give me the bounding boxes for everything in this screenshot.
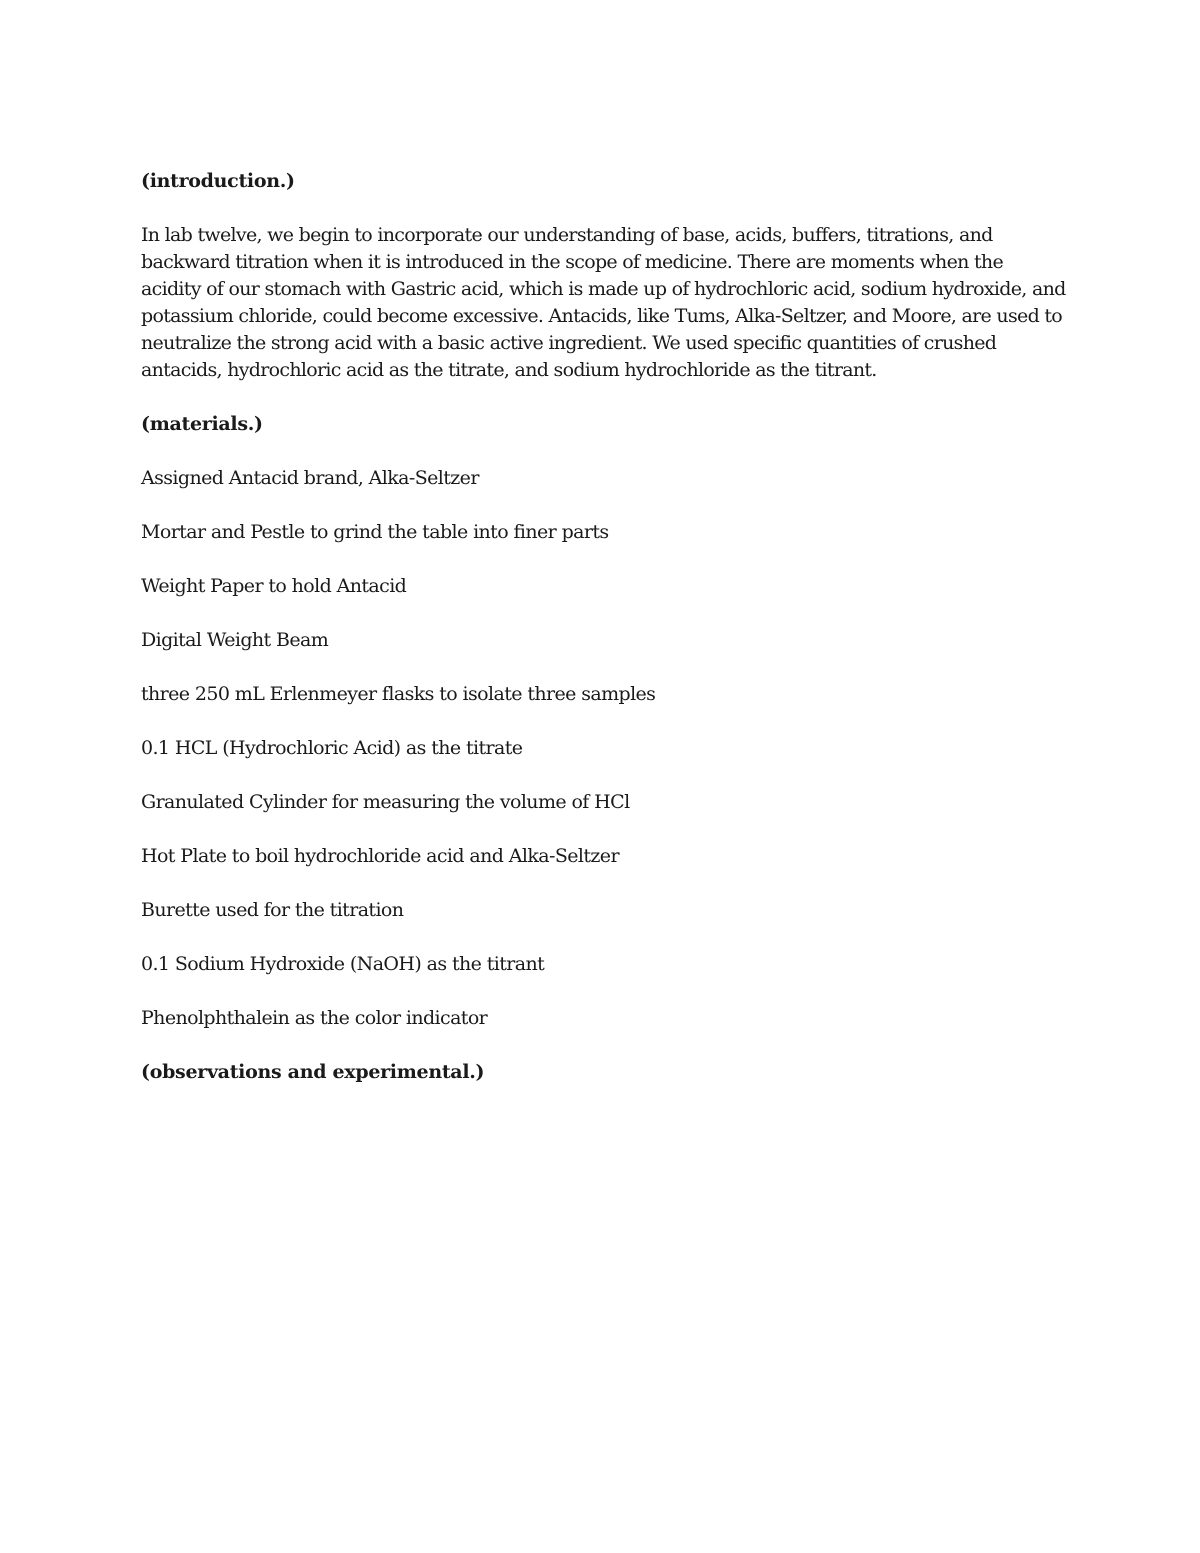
material-item: three 250 mL Erlenmeyer flasks to isolate three samples	[141, 683, 656, 705]
material-item: Weight Paper to hold Antacid	[141, 575, 407, 597]
document-page	[141, 168, 1066, 1113]
materials-list	[141, 465, 1066, 1032]
material-item: Digital Weight Beam	[141, 629, 329, 651]
material-item: 0.1 Sodium Hydroxide (NaOH) as the titrant	[141, 953, 545, 975]
materials-heading: (materials.)	[141, 413, 263, 435]
material-item: Assigned Antacid brand, Alka-Seltzer	[141, 467, 479, 489]
material-item: Phenolphthalein as the color indicator	[141, 1007, 488, 1029]
material-item: Hot Plate to boil hydrochloride acid and Alka-Seltzer	[141, 845, 619, 867]
observations-heading: (observations and experimental.)	[141, 1061, 485, 1083]
introduction-paragraph: In lab twelve, we begin to incorporate our understanding of base, acids, buffers, titrations, and backward titration when it is introduced in the scope of medicine. There are moments when the acidity of our stomach with Gastric acid, which is made up of hydrochloric acid, sodium hydroxide, and potassium chloride, could become excessive. Antacids, like Tums, Alka-Seltzer, and Moore, are used to neutralize the strong acid with a basic active ingredient. We used specific quantities of crushed antacids, hydrochloric acid as the titrate, and sodium hydrochloride as the titrant.	[141, 224, 1066, 381]
material-item: Granulated Cylinder for measuring the volume of HCl	[141, 791, 630, 813]
introduction-heading: (introduction.)	[141, 170, 295, 192]
material-item: Mortar and Pestle to grind the table into finer parts	[141, 521, 609, 543]
material-item: Burette used for the titration	[141, 899, 404, 921]
material-item: 0.1 HCL (Hydrochloric Acid) as the titrate	[141, 737, 523, 759]
